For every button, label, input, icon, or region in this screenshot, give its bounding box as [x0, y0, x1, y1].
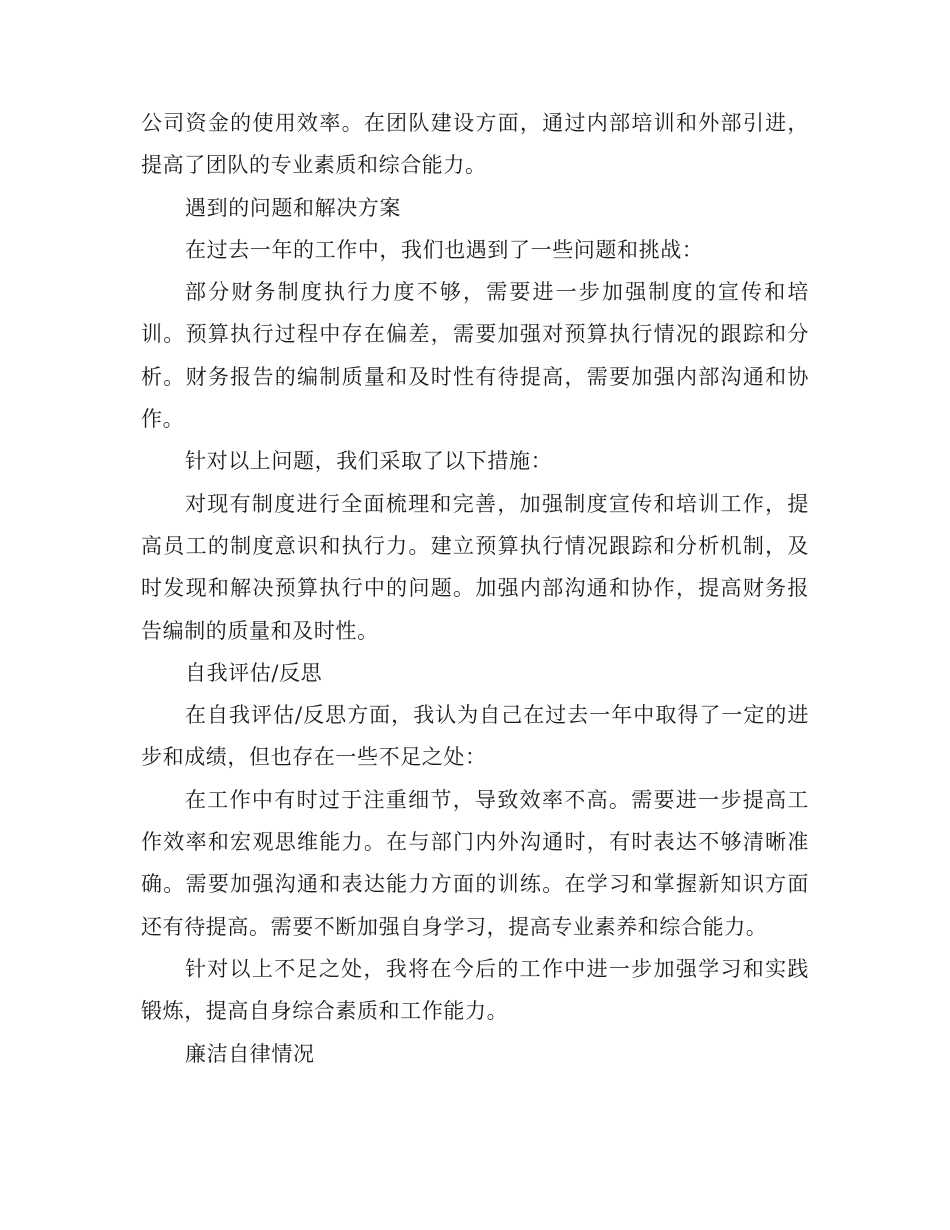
paragraph-self-assessment-intro: 在自我评估/反思方面，我认为自己在过去一年中取得了一定的进步和成绩，但也存在一些不足之处： — [141, 703, 809, 770]
section-heading-self-assessment: 自我评估/反思 — [185, 660, 323, 685]
paragraph-fund-efficiency: 公司资金的使用效率。在团队建设方面，通过内部培训和外部引进，提高了团队的专业素质和综合能力。 — [141, 111, 809, 178]
document-body — [141, 102, 809, 1075]
section-heading-problems-solutions: 遇到的问题和解决方案 — [185, 195, 401, 220]
paragraph-problems-intro: 在过去一年的工作中，我们也遇到了一些问题和挑战： — [185, 237, 704, 262]
paragraph-measures-intro: 针对以上问题，我们采取了以下措施： — [185, 449, 553, 474]
section-heading-integrity: 廉洁自律情况 — [185, 1041, 315, 1066]
paragraph-problems-list: 部分财务制度执行力度不够，需要进一步加强制度的宣传和培训。预算执行过程中存在偏差，需要加强对预算执行情况的跟踪和分析。财务报告的编制质量和及时性有待提高，需要加强内部沟通和协作。 — [141, 280, 809, 432]
paragraph-shortcomings: 在工作中有时过于注重细节，导致效率不高。需要进一步提高工作效率和宏观思维能力。在与部门内外沟通时，有时表达不够清晰准确。需要加强沟通和表达能力方面的训练。在学习和掌握新知识方面还有待提高。需要不断加强自身学习，提高专业素养和综合能力。 — [141, 787, 809, 939]
paragraph-improvement-plan: 针对以上不足之处，我将在今后的工作中进一步加强学习和实践锻炼，提高自身综合素质和工作能力。 — [141, 956, 809, 1024]
paragraph-measures-list: 对现有制度进行全面梳理和完善，加强制度宣传和培训工作，提高员工的制度意识和执行力。建立预算执行情况跟踪和分析机制，及时发现和解决预算执行中的问题。加强内部沟通和协作，提高财务报告编制的质量和及时性。 — [141, 491, 809, 643]
